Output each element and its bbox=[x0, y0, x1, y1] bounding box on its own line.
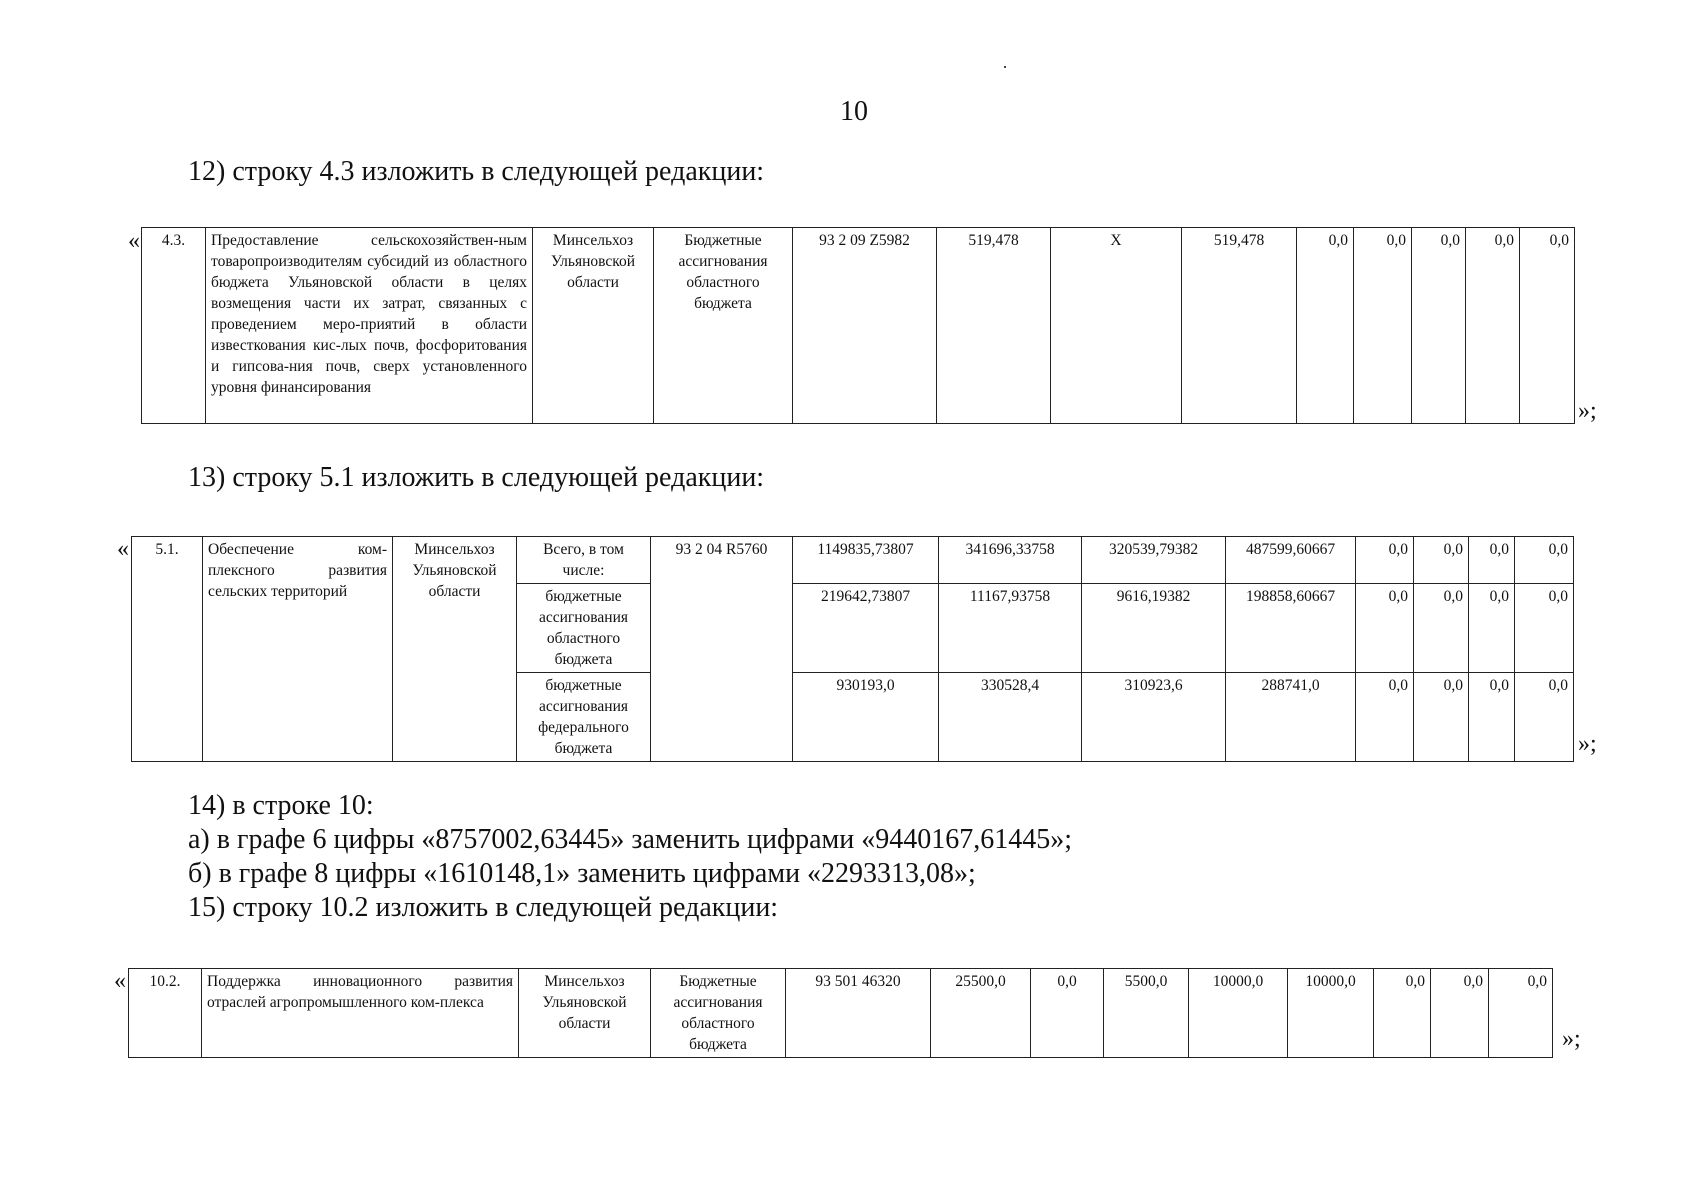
item13-heading: 13) строку 5.1 изложить в следующей редакции: bbox=[188, 462, 765, 493]
cell-value: 0,0 bbox=[1412, 228, 1466, 424]
item14-line2: а) в графе 6 цифры «8757002,63445» заменить цифрами «9440167,61445»; bbox=[188, 824, 1073, 855]
cell-value: 0,0 bbox=[1297, 228, 1354, 424]
cell-name: Предоставление сельскохозяйствен-ным товаропроизводителям субсидий из областного бюджета Ульяновской области в целях возмещения части их затрат, связанных с проведением меро-приятий в области известкования кис-лых почв, фосфоритования и гипсова-ния почв, сверх установленного уровня финансирования bbox=[206, 228, 533, 424]
cell-value: 0,0 bbox=[1374, 969, 1431, 1058]
cell-value: 0,0 bbox=[1354, 228, 1412, 424]
cell-value: 519,478 bbox=[937, 228, 1051, 424]
cell-value: 10000,0 bbox=[1189, 969, 1288, 1058]
cell-value: 0,0 bbox=[1414, 537, 1469, 584]
cell-value: 0,0 bbox=[1466, 228, 1520, 424]
cell-source: Всего, в том числе: bbox=[517, 537, 651, 584]
cell-value: 341696,33758 bbox=[939, 537, 1082, 584]
cell-code: 93 501 46320 bbox=[786, 969, 931, 1058]
open-quote: « bbox=[117, 536, 129, 562]
cell-name: Обеспечение ком-плексного развития сельских территорий bbox=[203, 537, 393, 762]
cell-value: 10000,0 bbox=[1288, 969, 1374, 1058]
item14-line1: 14) в строке 10: bbox=[188, 790, 374, 821]
cell-value: 0,0 bbox=[1356, 673, 1414, 762]
cell-agency: Минсельхоз Ульяновской области bbox=[519, 969, 651, 1058]
cell-value: 930193,0 bbox=[793, 673, 939, 762]
cell-num: 10.2. bbox=[129, 969, 202, 1058]
cell-source: Бюджетные ассигнования областного бюджета bbox=[651, 969, 786, 1058]
table-row bbox=[142, 228, 1575, 424]
cell-source: бюджетные ассигнования областного бюджета bbox=[517, 584, 651, 673]
item14-line3: б) в графе 8 цифры «1610148,1» заменить цифрами «2293313,08»; bbox=[188, 858, 976, 889]
cell-value: 320539,79382 bbox=[1082, 537, 1226, 584]
cell-value: 198858,60667 bbox=[1226, 584, 1356, 673]
cell-source: Бюджетные ассигнования областного бюджета bbox=[654, 228, 793, 424]
cell-value: 0,0 bbox=[1356, 537, 1414, 584]
cell-value: 219642,73807 bbox=[793, 584, 939, 673]
scan-dot bbox=[1004, 66, 1006, 68]
cell-value: 0,0 bbox=[1469, 584, 1515, 673]
table-row-10-2 bbox=[128, 968, 1553, 1058]
cell-value: 0,0 bbox=[1520, 228, 1575, 424]
cell-code: 93 2 04 R5760 bbox=[651, 537, 793, 762]
cell-name: Поддержка инновационного развития отраслей агропромышленного ком-плекса bbox=[202, 969, 519, 1058]
table-row bbox=[132, 537, 1574, 584]
cell-value: 0,0 bbox=[1515, 673, 1574, 762]
page-number: 10 bbox=[840, 96, 868, 127]
cell-value: 288741,0 bbox=[1226, 673, 1356, 762]
cell-value: 5500,0 bbox=[1104, 969, 1189, 1058]
cell-agency: Минсельхоз Ульяновской области bbox=[393, 537, 517, 762]
table-row bbox=[129, 969, 1553, 1058]
cell-value: 0,0 bbox=[1031, 969, 1104, 1058]
table-row-4-3 bbox=[141, 227, 1575, 424]
item12-heading: 12) строку 4.3 изложить в следующей редакции: bbox=[188, 156, 765, 187]
close-quote: »; bbox=[1578, 398, 1597, 424]
cell-value: 0,0 bbox=[1515, 537, 1574, 584]
open-quote: « bbox=[128, 228, 140, 254]
item15-heading: 15) строку 10.2 изложить в следующей редакции: bbox=[188, 892, 779, 923]
open-quote: « bbox=[114, 968, 126, 994]
cell-num: 5.1. bbox=[132, 537, 203, 762]
cell-value: 0,0 bbox=[1469, 537, 1515, 584]
cell-value: X bbox=[1051, 228, 1182, 424]
close-quote: »; bbox=[1562, 1026, 1581, 1052]
cell-value: 0,0 bbox=[1515, 584, 1574, 673]
cell-value: 330528,4 bbox=[939, 673, 1082, 762]
cell-value: 0,0 bbox=[1431, 969, 1489, 1058]
cell-value: 0,0 bbox=[1414, 673, 1469, 762]
table-row-5-1 bbox=[131, 536, 1574, 762]
cell-source: бюджетные ассигнования федерального бюджета bbox=[517, 673, 651, 762]
cell-code: 93 2 09 Z5982 bbox=[793, 228, 937, 424]
cell-value: 0,0 bbox=[1356, 584, 1414, 673]
cell-value: 9616,19382 bbox=[1082, 584, 1226, 673]
cell-value: 0,0 bbox=[1414, 584, 1469, 673]
cell-value: 487599,60667 bbox=[1226, 537, 1356, 584]
cell-value: 519,478 bbox=[1182, 228, 1297, 424]
cell-value: 1149835,73807 bbox=[793, 537, 939, 584]
cell-value: 310923,6 bbox=[1082, 673, 1226, 762]
cell-num: 4.3. bbox=[142, 228, 206, 424]
cell-value: 25500,0 bbox=[931, 969, 1031, 1058]
cell-value: 11167,93758 bbox=[939, 584, 1082, 673]
cell-value: 0,0 bbox=[1469, 673, 1515, 762]
close-quote: »; bbox=[1578, 731, 1597, 757]
cell-value: 0,0 bbox=[1489, 969, 1553, 1058]
cell-agency: Минсельхоз Ульяновской области bbox=[533, 228, 654, 424]
